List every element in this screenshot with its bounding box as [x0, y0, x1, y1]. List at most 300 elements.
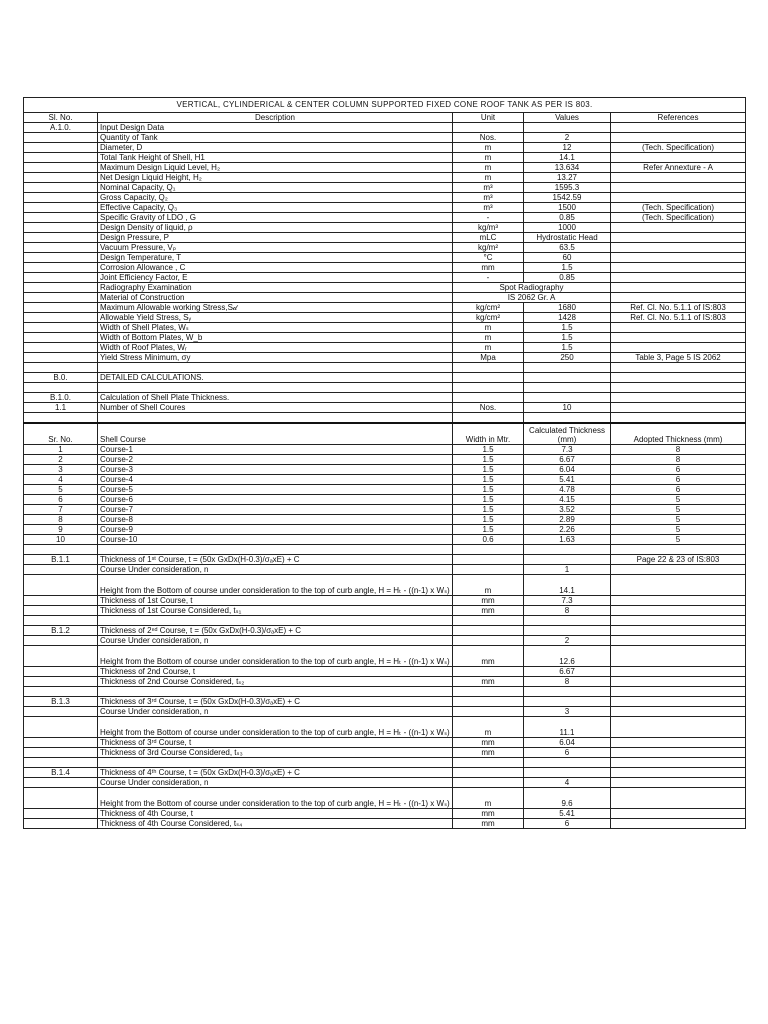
empty-cell — [24, 606, 98, 616]
course-width: 1.5 — [453, 445, 524, 455]
course-width: 1.5 — [453, 505, 524, 515]
course-width: 0.6 — [453, 535, 524, 545]
block-height-value: 9.6 — [524, 788, 611, 809]
course-row — [24, 465, 746, 475]
block-thickness-value: 6.67 — [524, 667, 611, 677]
course-width: 1.5 — [453, 515, 524, 525]
empty-cell — [24, 738, 98, 748]
block-height-label: Height from the Bottom of course under consideration to the top of curb angle, H = Hₜ - ((n-1) x Wₛ) — [98, 788, 453, 809]
block-considered-unit: mm — [453, 606, 524, 616]
empty-cell — [453, 383, 524, 393]
input-row — [24, 273, 746, 283]
input-unit: kg/cm² — [453, 313, 524, 323]
section-number: B.1.0. — [24, 393, 98, 403]
empty-cell — [524, 768, 611, 778]
empty-cell — [524, 373, 611, 383]
input-reference: (Tech. Specification) — [611, 203, 746, 213]
course-calc-thickness: 2.89 — [524, 515, 611, 525]
input-value: 1680 — [524, 303, 611, 313]
block-number: B.1.1 — [24, 555, 98, 565]
row-number — [24, 353, 98, 363]
block-height-row — [24, 646, 746, 667]
input-unit: Nos. — [453, 133, 524, 143]
course-adopted-thickness: 8 — [611, 455, 746, 465]
input-unit: mLC — [453, 233, 524, 243]
course-header-width: Width in Mtr. — [453, 423, 524, 445]
block-number: B.1.4 — [24, 768, 98, 778]
course-sr: 6 — [24, 495, 98, 505]
header-references: References — [611, 113, 746, 123]
block-considered-unit: mm — [453, 677, 524, 687]
detailed-row — [24, 373, 746, 383]
course-sr: 10 — [24, 535, 98, 545]
row-number — [24, 283, 98, 293]
block-thickness-row — [24, 667, 746, 677]
input-reference — [611, 153, 746, 163]
input-reference — [611, 253, 746, 263]
empty-cell — [524, 697, 611, 707]
input-row — [24, 253, 746, 263]
empty-cell — [611, 565, 746, 575]
input-row — [24, 233, 746, 243]
block-thickness-row — [24, 738, 746, 748]
block-thickness-value: 5.41 — [524, 809, 611, 819]
course-sr: 3 — [24, 465, 98, 475]
empty-cell — [611, 788, 746, 809]
empty-cell — [611, 545, 746, 555]
course-adopted-thickness: 5 — [611, 525, 746, 535]
course-calc-thickness: 4.78 — [524, 485, 611, 495]
empty-cell — [453, 778, 524, 788]
course-name: Course-2 — [98, 455, 453, 465]
course-name: Course-8 — [98, 515, 453, 525]
input-description: Radiography Examination — [98, 283, 453, 293]
title-row — [24, 98, 746, 113]
empty-cell — [611, 748, 746, 758]
input-value: 1.5 — [524, 343, 611, 353]
input-description: Diameter, D — [98, 143, 453, 153]
block-formula: Thickness of 2ⁿᵈ Course, t = (50x GxDx(H-0.3)/σₐxE) + C — [98, 626, 453, 636]
header-values: Values — [524, 113, 611, 123]
block-thickness-label: Thickness of 3ʳᵈ Course, t — [98, 738, 453, 748]
blank-row — [24, 687, 746, 697]
block-course-n: 2 — [524, 636, 611, 646]
empty-cell — [611, 636, 746, 646]
input-unit: m — [453, 333, 524, 343]
block-thickness-value: 7.3 — [524, 596, 611, 606]
block-considered-value: 8 — [524, 677, 611, 687]
input-unit: m³ — [453, 193, 524, 203]
input-row — [24, 133, 746, 143]
empty-cell — [453, 393, 524, 403]
course-sr: 2 — [24, 455, 98, 465]
input-description: Effective Capacity, Q₃ — [98, 203, 453, 213]
input-reference: Refer Annexture - A — [611, 163, 746, 173]
row-number — [24, 193, 98, 203]
empty-cell — [24, 788, 98, 809]
empty-cell — [24, 363, 98, 373]
input-value: 1.5 — [524, 323, 611, 333]
input-reference — [611, 243, 746, 253]
course-row — [24, 455, 746, 465]
course-calc-thickness: 1.63 — [524, 535, 611, 545]
blank-row — [24, 363, 746, 373]
row-number — [24, 173, 98, 183]
course-row — [24, 495, 746, 505]
course-width: 1.5 — [453, 525, 524, 535]
empty-cell — [24, 413, 98, 424]
block-considered-value: 6 — [524, 819, 611, 829]
input-reference — [611, 263, 746, 273]
empty-cell — [611, 687, 746, 697]
block-height-label: Height from the Bottom of course under consideration to the top of curb angle, H = Hₜ - ((n-1) x Wₛ) — [98, 717, 453, 738]
empty-cell — [24, 383, 98, 393]
section-label: Calculation of Shell Plate Thickness. — [98, 393, 453, 403]
header-row — [24, 113, 746, 123]
course-name: Course-5 — [98, 485, 453, 495]
block-formula: Thickness of 3ʳᵈ Course, t = (50x GxDx(H-0.3)/σₐxE) + C — [98, 697, 453, 707]
blank-row — [24, 545, 746, 555]
input-unit: m — [453, 343, 524, 353]
course-name: Course-7 — [98, 505, 453, 515]
input-value: 1.5 — [524, 263, 611, 273]
empty-cell — [98, 616, 453, 626]
input-reference: Table 3, Page 5 IS 2062 — [611, 353, 746, 363]
block-thickness-unit — [453, 667, 524, 677]
course-name: Course-6 — [98, 495, 453, 505]
block-height-unit: mm — [453, 646, 524, 667]
shell-calc-row — [24, 393, 746, 403]
empty-cell — [611, 667, 746, 677]
input-reference — [611, 223, 746, 233]
course-adopted-thickness: 5 — [611, 495, 746, 505]
input-reference — [611, 343, 746, 353]
course-header-row — [24, 423, 746, 445]
block-course-row — [24, 565, 746, 575]
empty-cell — [24, 596, 98, 606]
block-considered-label: Thickness of 2nd Course Considered, tₛ₂ — [98, 677, 453, 687]
course-width: 1.5 — [453, 465, 524, 475]
course-sr: 8 — [24, 515, 98, 525]
input-description: Total Tank Height of Shell, H1 — [98, 153, 453, 163]
calculation-sheet — [23, 97, 746, 829]
block-thickness-label: Thickness of 2nd Course, t — [98, 667, 453, 677]
input-reference — [611, 323, 746, 333]
block-course-row — [24, 707, 746, 717]
empty-cell — [24, 717, 98, 738]
input-reference — [611, 173, 746, 183]
block-considered-label: Thickness of 4th Course Considered, tₛ₄ — [98, 819, 453, 829]
block-course-label: Course Under consideration, n — [98, 778, 453, 788]
empty-cell — [524, 616, 611, 626]
input-reference — [611, 193, 746, 203]
row-number — [24, 263, 98, 273]
input-value: Hydrostatic Head — [524, 233, 611, 243]
input-row — [24, 313, 746, 323]
empty-cell — [524, 123, 611, 133]
empty-cell — [611, 758, 746, 768]
block-height-unit: m — [453, 717, 524, 738]
block-number: B.1.3 — [24, 697, 98, 707]
row-number — [24, 153, 98, 163]
course-header-calc: Calculated Thickness (mm) — [524, 423, 611, 445]
row-number — [24, 183, 98, 193]
input-value: 1595.3 — [524, 183, 611, 193]
empty-cell — [611, 373, 746, 383]
input-value: 250 — [524, 353, 611, 363]
input-merged-value: Spot Radiography — [453, 283, 611, 293]
block-height-label: Height from the Bottom of course under consideration to the top of curb angle, H = Hₜ - ((n-1) x Wₛ) — [98, 646, 453, 667]
block-course-label: Course Under consideration, n — [98, 565, 453, 575]
block-thickness-row — [24, 596, 746, 606]
input-value: 0.85 — [524, 273, 611, 283]
block-considered-row — [24, 677, 746, 687]
header-sl-no: Sl. No. — [24, 113, 98, 123]
block-formula: Thickness of 4ᵗʰ Course, t = (50x GxDx(H-0.3)/σₐxE) + C — [98, 768, 453, 778]
empty-cell — [24, 809, 98, 819]
block-formula-row — [24, 768, 746, 778]
input-unit: m³ — [453, 183, 524, 193]
input-row — [24, 213, 746, 223]
input-reference: (Tech. Specification) — [611, 213, 746, 223]
course-sr: 5 — [24, 485, 98, 495]
input-value: 13.634 — [524, 163, 611, 173]
empty-cell — [611, 363, 746, 373]
input-description: Nominal Capacity, Q₁ — [98, 183, 453, 193]
empty-cell — [611, 677, 746, 687]
header-description: Description — [98, 113, 453, 123]
input-description: Width of Shell Plates, Wₛ — [98, 323, 453, 333]
row-number — [24, 203, 98, 213]
empty-cell — [24, 646, 98, 667]
block-considered-label: Thickness of 3rd Course Considered, tₛ₃ — [98, 748, 453, 758]
block-height-row — [24, 717, 746, 738]
course-name: Course-4 — [98, 475, 453, 485]
row-number — [24, 213, 98, 223]
sheet-body — [24, 98, 746, 829]
course-calc-thickness: 3.52 — [524, 505, 611, 515]
block-height-value: 11.1 — [524, 717, 611, 738]
empty-cell — [611, 819, 746, 829]
course-calc-thickness: 7.3 — [524, 445, 611, 455]
empty-cell — [98, 383, 453, 393]
input-reference — [611, 273, 746, 283]
input-description: Gross Capacity, Q₂ — [98, 193, 453, 203]
input-unit: °C — [453, 253, 524, 263]
empty-cell — [24, 748, 98, 758]
input-value: 0.85 — [524, 213, 611, 223]
empty-cell — [524, 383, 611, 393]
row-number — [24, 333, 98, 343]
block-thickness-label: Thickness of 1st Course, t — [98, 596, 453, 606]
course-row — [24, 505, 746, 515]
course-width: 1.5 — [453, 485, 524, 495]
empty-cell — [98, 363, 453, 373]
input-unit: kg/m² — [453, 243, 524, 253]
input-row — [24, 283, 746, 293]
input-reference: (Tech. Specification) — [611, 143, 746, 153]
course-row — [24, 475, 746, 485]
empty-cell — [24, 778, 98, 788]
input-description: Width of Bottom Plates, W_b — [98, 333, 453, 343]
block-formula: Thickness of 1ˢᵗ Course, t = (50x GxDx(H-0.3)/σₐxE) + C — [98, 555, 453, 565]
input-description: Joint Efficiency Factor, E — [98, 273, 453, 283]
input-description: Design Temperature, T — [98, 253, 453, 263]
empty-cell — [24, 565, 98, 575]
course-name: Course-3 — [98, 465, 453, 475]
input-row — [24, 353, 746, 363]
course-adopted-thickness: 6 — [611, 475, 746, 485]
empty-cell — [98, 545, 453, 555]
empty-cell — [24, 687, 98, 697]
empty-cell — [453, 707, 524, 717]
course-name: Course-1 — [98, 445, 453, 455]
empty-cell — [24, 575, 98, 596]
block-height-value: 12.6 — [524, 646, 611, 667]
row-number — [24, 253, 98, 263]
course-header-adopted: Adopted Thickness (mm) — [611, 423, 746, 445]
block-course-n: 3 — [524, 707, 611, 717]
course-adopted-thickness: 8 — [611, 445, 746, 455]
course-row — [24, 525, 746, 535]
input-row — [24, 173, 746, 183]
empty-cell — [24, 636, 98, 646]
empty-cell — [453, 697, 524, 707]
input-description: Allowable Yield Stress, Sᵧ — [98, 313, 453, 323]
course-adopted-thickness: 5 — [611, 535, 746, 545]
empty-cell — [611, 616, 746, 626]
input-merged-value: IS 2062 Gr. A — [453, 293, 611, 303]
input-row — [24, 293, 746, 303]
empty-cell — [453, 123, 524, 133]
section-number: A.1.0. — [24, 123, 98, 133]
input-row — [24, 143, 746, 153]
empty-cell — [611, 707, 746, 717]
input-row — [24, 153, 746, 163]
empty-cell — [611, 123, 746, 133]
input-row — [24, 183, 746, 193]
course-adopted-thickness: 6 — [611, 485, 746, 495]
input-unit: - — [453, 273, 524, 283]
course-header-course: Shell Course — [98, 423, 453, 445]
row-number — [24, 223, 98, 233]
input-row — [24, 303, 746, 313]
block-reference: Page 22 & 23 of IS:803 — [611, 555, 746, 565]
empty-cell — [453, 565, 524, 575]
empty-cell — [98, 687, 453, 697]
empty-cell — [611, 606, 746, 616]
empty-cell — [524, 626, 611, 636]
block-formula-row — [24, 626, 746, 636]
row-number — [24, 273, 98, 283]
block-considered-label: Thickness of 1st Course Considered, tₛ₁ — [98, 606, 453, 616]
course-adopted-thickness: 5 — [611, 515, 746, 525]
course-name: Course-9 — [98, 525, 453, 535]
input-description: Corrosion Allowance , C — [98, 263, 453, 273]
row-number — [24, 323, 98, 333]
row-number — [24, 143, 98, 153]
empty-cell — [453, 636, 524, 646]
input-reference — [611, 183, 746, 193]
input-description: Specific Gravity of LDO , G — [98, 213, 453, 223]
input-unit: mm — [453, 263, 524, 273]
row-number — [24, 243, 98, 253]
course-sr: 4 — [24, 475, 98, 485]
empty-cell — [453, 373, 524, 383]
course-name: Course-10 — [98, 535, 453, 545]
course-calc-thickness: 5.41 — [524, 475, 611, 485]
block-thickness-row — [24, 809, 746, 819]
header-unit: Unit — [453, 113, 524, 123]
empty-cell — [524, 555, 611, 565]
num-courses-row — [24, 403, 746, 413]
block-course-label: Course Under consideration, n — [98, 636, 453, 646]
empty-cell — [24, 616, 98, 626]
input-reference: Ref. Cl. No. 5.1.1 of IS:803 — [611, 313, 746, 323]
input-unit: m — [453, 143, 524, 153]
input-row — [24, 263, 746, 273]
empty-cell — [453, 768, 524, 778]
course-sr: 9 — [24, 525, 98, 535]
block-thickness-unit: mm — [453, 738, 524, 748]
row-number — [24, 293, 98, 303]
course-width: 1.5 — [453, 495, 524, 505]
input-unit: m — [453, 153, 524, 163]
empty-cell — [24, 819, 98, 829]
input-description: Vacuum Pressure, Vₚ — [98, 243, 453, 253]
input-value: 60 — [524, 253, 611, 263]
input-description: Design Pressure, P — [98, 233, 453, 243]
empty-cell — [453, 545, 524, 555]
input-row — [24, 203, 746, 213]
input-reference — [611, 133, 746, 143]
block-height-value: 14.1 — [524, 575, 611, 596]
input-reference — [611, 233, 746, 243]
input-unit: m — [453, 173, 524, 183]
input-unit: - — [453, 213, 524, 223]
empty-cell — [453, 363, 524, 373]
block-course-label: Course Under consideration, n — [98, 707, 453, 717]
input-description: Design Density of liquid, ρ — [98, 223, 453, 233]
empty-cell — [24, 758, 98, 768]
input-value: 1542.59 — [524, 193, 611, 203]
input-reference: Ref. Cl. No. 5.1.1 of IS:803 — [611, 303, 746, 313]
input-row — [24, 323, 746, 333]
input-unit: Mpa — [453, 353, 524, 363]
input-row — [24, 193, 746, 203]
input-unit: m³ — [453, 203, 524, 213]
empty-cell — [611, 393, 746, 403]
empty-cell — [611, 717, 746, 738]
row-number — [24, 133, 98, 143]
block-considered-row — [24, 606, 746, 616]
block-formula-row — [24, 555, 746, 565]
block-considered-value: 6 — [524, 748, 611, 758]
block-considered-row — [24, 819, 746, 829]
input-description: Net Design Liquid Height, H₂ — [98, 173, 453, 183]
empty-cell — [98, 758, 453, 768]
empty-cell — [98, 413, 453, 424]
input-unit: kg/m³ — [453, 223, 524, 233]
course-calc-thickness: 6.04 — [524, 465, 611, 475]
input-value: 12 — [524, 143, 611, 153]
block-formula-row — [24, 697, 746, 707]
input-value: 1500 — [524, 203, 611, 213]
block-height-unit: m — [453, 788, 524, 809]
empty-cell — [453, 616, 524, 626]
empty-cell — [611, 575, 746, 596]
input-value: 63.5 — [524, 243, 611, 253]
